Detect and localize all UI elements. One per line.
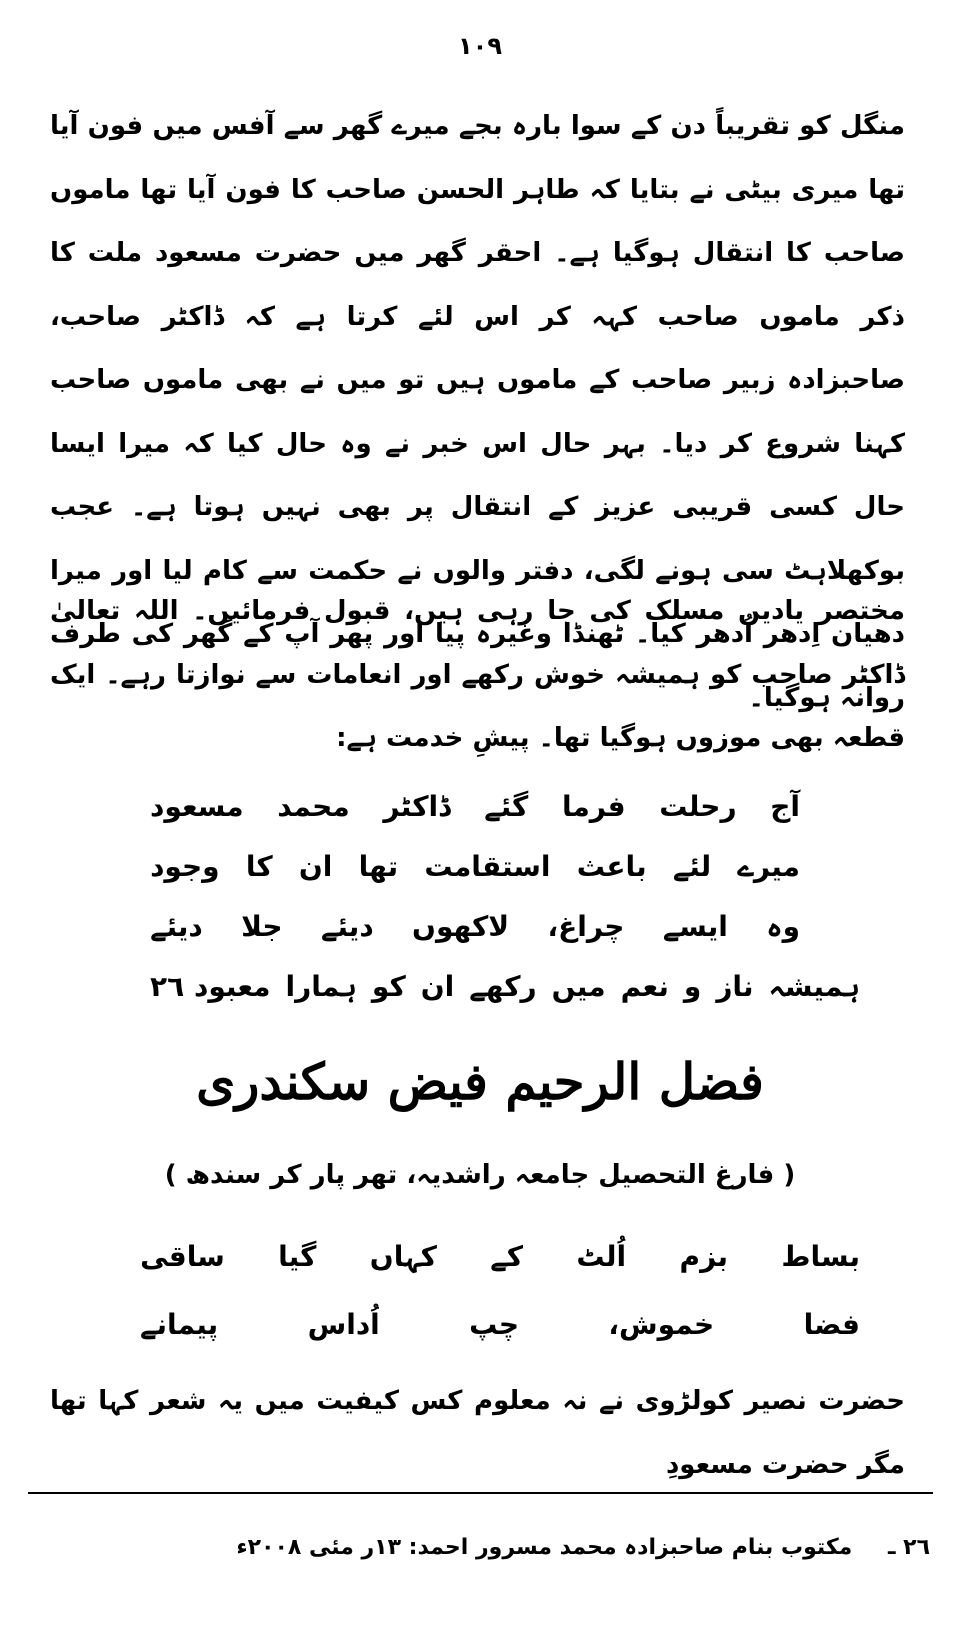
verse-word: رحلت [659, 790, 737, 823]
footnote [236, 1535, 930, 1560]
author-name-heading: فضل الرحیم فیض سکندری [196, 1052, 764, 1111]
verse-word: رکھے [469, 970, 537, 1003]
verse-word: خموش، [608, 1308, 715, 1341]
qita-line-3 [150, 910, 800, 943]
verse-word: وہ [766, 910, 800, 943]
verse-word: تھا [358, 850, 399, 883]
qita-line-1 [150, 790, 800, 823]
verse-word: اُلٹ [576, 1240, 627, 1273]
verse-word: و [683, 970, 702, 1003]
verse-word: کا [245, 850, 273, 883]
qita-line-2 [150, 850, 800, 883]
verse-word: ان [298, 850, 333, 883]
verse-word: ہمیشہ [768, 970, 860, 1003]
verse-word: کہاں [369, 1240, 437, 1273]
verse-word: مسعود [150, 790, 244, 823]
verse-word: کے [490, 1240, 523, 1273]
page-number: ١٠٩ [458, 32, 502, 60]
paragraph-text: حضرت نصیر کولڑوی نے نہ معلوم کس کیفیت میں یہ شعر کہا تھا مگر حضرت مسعودِ [50, 1386, 905, 1480]
verse-word: دیئے [320, 910, 374, 943]
verse-word: چراغ، [547, 910, 625, 943]
couplet-line-1 [140, 1240, 860, 1273]
verse-word: ہمارا [285, 970, 357, 1003]
verse-word: اُداس [307, 1308, 380, 1341]
verse-word: لاکھوں [412, 910, 510, 943]
couplet-line-2 [140, 1308, 860, 1341]
verse-word: ایسے [662, 910, 728, 943]
qita-line-4 [150, 970, 860, 1003]
verse-word: پیمانے [140, 1308, 219, 1341]
verse-word: محمد [277, 790, 350, 823]
verse-word: نعم [620, 970, 669, 1003]
footnote-divider [28, 1492, 933, 1494]
paragraph-text: منگل کو تقریباً دن کے سوا بارہ بجے میرے گھر سے آفس میں فون آیا تھا میری بیٹی نے بتایا کہ طاہر الحسن صاحب کا فون آیا تھا ماموں صاحب کا انتقال ہوگیا ہے۔ احقر گھر میں حضرت مسعود ملت کا ذکر ماموں صاحب کہہ کر اس لئے کرتا ہے کہ ڈاکٹر صاحب، صاحبزادہ زبیر صاحب کے ماموں ہیں تو میں نے بھی ماموں صاحب کہنا شروع کر دیا۔ بہر حال اس خبر نے وہ حال کیا کہ میرا ایسا حال کسی قریبی عزیز کے انتقال پر بھی نہیں ہوتا ہے۔ عجب بوکھلاہٹ سی ہونے لگی، دفتر والوں نے حکمت سے کام لیا اور میرا دھیان اِدھر اُدھر کیا۔ ٹھنڈا وغیرہ پیا اور پھر آپ کے گھر کی طرف روانہ ہوگیا۔ [50, 111, 905, 713]
verse-word: میں [551, 970, 606, 1003]
verse-word: باعث [576, 850, 647, 883]
verse-word: بساط [781, 1240, 860, 1273]
verse-word: بزم [679, 1240, 728, 1273]
paragraph-2 [50, 580, 905, 771]
verse-word: فرما [561, 790, 626, 823]
verse-word: استقامت [424, 850, 551, 883]
verse-word: ساقی [140, 1240, 225, 1273]
verse-word: ان [420, 970, 455, 1003]
verse-word: دیئے [150, 910, 203, 943]
verse-word: گیا [278, 1240, 317, 1273]
verse-word: لئے [672, 850, 712, 883]
footnote-number: ٢٦ ـ [887, 1535, 930, 1560]
verse-word: آج [770, 790, 800, 823]
verse-word: چپ [469, 1308, 519, 1341]
closing-paragraph [50, 1370, 905, 1497]
verse-word: ناز [716, 970, 754, 1003]
footnote-text: مکتوب بنام صاحبزادہ محمد مسرور احمد: ١٣ر مئی ٢٠٠٨ء [236, 1535, 853, 1560]
author-affiliation: ( فارغ التحصیل جامعہ راشدیہ، تھر پار کر سندھ ) [164, 1160, 796, 1190]
paragraph-text: مختصر یادیں مسلک کی جا رہی ہیں، قبول فرمائیں۔ اللہ تعالیٰ ڈاکٹر صاحب کو ہمیشہ خوش رکھے اور انعامات سے نوازتا رہے۔ ایک قطعہ بھی موزوں ہوگیا تھا۔ پیشِ خدمت ہے: [50, 596, 905, 753]
verse-word: وجود [150, 850, 220, 883]
verse-word: فضا [803, 1308, 860, 1341]
verse-word: ڈاکٹر [383, 790, 451, 823]
verse-word: معبود ٢٦ [150, 970, 271, 1003]
verse-word: جلا [241, 910, 283, 943]
verse-word: گئے [484, 790, 529, 823]
verse-word: کو [371, 970, 406, 1003]
verse-word: میرے [737, 850, 800, 883]
